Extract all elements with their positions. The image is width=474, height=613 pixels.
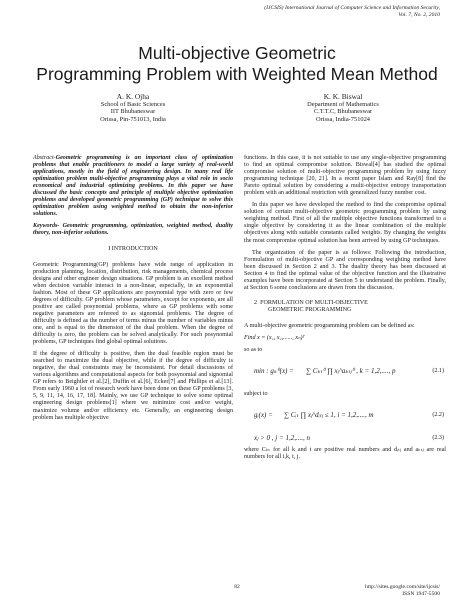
section-1-heading: I INTRODUCTION: [108, 245, 158, 252]
journal-line-1: (IJCSIS) International Journal of Computer Science and Information Security,: [264, 5, 440, 11]
journal-header: [264, 5, 440, 19]
abstract: [33, 155, 233, 218]
intro-paragraph-1: Geometric Programming(GP) problems have wide range of application in production planning, location, distribution, risk managements, chemical process designs and other engineer design situations. GP problem is an excellent method when decision variable interact in a non-linear, especially, in an exponential fashion. Most of these GP applications are posynomial type with zero or few degrees of difficulty. GP problem whose parameters, except for exponents, are all positive are called posynomial problems, where as GP problems with some negative parameters are refereed to as signomial problems. The degree of difficulty is defined as the number of terms minus the number of variables minus one, and is equal to the dimension of the dual problem. When the degree of difficulty is zero, the problem can be solved analytically. For such posynomial problems, GP techniques find global optimal solutions.: [33, 261, 233, 346]
abstract-label: Abstract-: [33, 155, 56, 161]
eq-2-2-number: (2.2): [432, 412, 444, 419]
eq-2-1-lhs: min : gₖ⁰(x) =: [254, 367, 294, 376]
eq-2-3-text: xⱼ > 0 , j = 1,2,...., n: [254, 434, 310, 443]
so-as-to: so as to: [244, 347, 263, 354]
intro-paragraph-2: If the degree of difficulty is positive, then the dual feasible region must be searched to maximize the dual objective, while if the degree of difficulty is negative, the dual constraints may be inconsistent. For detail discussions of various algorithms and computational aspects for both posynomial and signomial GP refers to Beightler et al.[2], Duffin et al.[6], Ecker[7] and Phillips et al.[13]. From early 1960 a lot of research work have been done on these GP problems [3, 5, 9, 11, 14, 16, 17, 18]. Mainly, we use GP technique to solve some optimal engineering design problems[1] where we minimize cost and/or weight, maximize volume and/or efficiency etc. Generally, an engineering design problem has multiple objective: [33, 351, 233, 421]
intro-paragraph-4: In this paper we have developed the method to find the compromise optimal solution of certain multi-objective geometric programming problem by using weighting method. First of all the multiple objective functions transformed to a single objective by considering it as the linear combination of the multiple objectives along with suitable constants called weights. By changing the weights the most compromise optimal solution has been arrived by using GP techniques.: [244, 202, 446, 244]
section-2-intro: A multi-objective geometric programming problem can be defined as:: [244, 322, 415, 329]
eq-2-2-rhs: ∑ Cᵢₜ ∏ xⱼ^dᵢₜⱼ ≤ 1, i = 1,2,...., m: [284, 411, 374, 420]
author-inst: IIT Bhubaneswar: [110, 108, 156, 116]
author-name: K. K. Biswal: [323, 92, 363, 101]
right-column: [244, 155, 446, 466]
title-line-2: Programming Problem with Weighted Mean Method: [36, 64, 438, 84]
find-line: Find x = (x₁, x₂,......, xₙ)ᵀ: [244, 334, 305, 341]
author-city: Orissa, India-751024: [316, 115, 370, 123]
where-text: where Cₖₜ for all k and t are positive real numbers and dᵢₜⱼ and aₖₜⱼ are real numbers for all i,k, t, j.: [244, 447, 446, 461]
paper-title: [0, 43, 474, 85]
section-2-title-2: GEOMETRIC PROGRAMMING: [268, 306, 352, 313]
subject-to: subject to: [244, 391, 268, 398]
left-column: [33, 155, 233, 427]
intro-paragraph-3: functions. In this case, it is not suitable to use any single-objective programming to find an optimal compromise solution. Biswal[4] has studied the optimal compromise solution of multi-objective programming problem by using fuzzy programming technique [20, 21]. In a recent paper Islam and Ray[8] find the Pareto optimal solution by considering a multi-objective entropy transportation problem with an additional restriction with generalized fuzzy number cost.: [244, 155, 446, 197]
footer-issn: ISSN 1947-5500: [402, 591, 440, 597]
eq-2-2-lhs: gᵢ(x) =: [254, 411, 273, 420]
author-dept: Department of Mathematics: [307, 100, 379, 108]
eq-2-1-number: (2.1): [432, 368, 444, 375]
section-2-number: 2: [254, 299, 258, 306]
author-block-2: [258, 93, 428, 123]
author-inst: C.T.T.C, Bhubaneswar: [313, 108, 373, 116]
author-city: Orissa, Pin-751013, India: [100, 115, 166, 123]
intro-paragraph-5: The organization of the paper is as follows: Following the introduction, Formulation of multi-objective GP and corresponding weighting method have been discussed in Section 2 and 3. The duality theory has been discussed at Section 4 to find the optimal value of the objective function and the illustrative examples have been incorporated at Section 5 to understand the problem. Finally, at Section 6 some conclusions are drawn from the discussion.: [244, 249, 446, 291]
journal-line-2: Vol. 7, No. 2, 2010: [398, 12, 440, 18]
page-number: 82: [234, 584, 240, 590]
keywords: Keywords- Geometric programming, optimization, weighted method, duality theory, non-inferior solutions.: [33, 223, 233, 237]
author-dept: School of Basic Sciences: [100, 100, 166, 108]
author-name: A. K. Ojha: [116, 92, 150, 101]
eq-2-3-number: (2.3): [432, 435, 444, 442]
footer-url: http://sites.google.com/site/ijcsis/: [365, 584, 440, 590]
section-2-title-1: FORMULATION OF MULTI-OBJECTIVE: [260, 299, 368, 306]
abstract-text: Geometric programming is an important class of optimization problems that enable practitioners to model a large variety of real-world applications, mostly in the field of engineering design. In many real life optimization problem multi-objective programming plays a vital role in socio economical and industrial optimizing problems. In this paper we have discussed the basic concepts and principle of multiple objective optimization problems and developed geometric programming (GP) technique to solve this optimization problem using weighted method to obtain the non-inferior solutions.: [33, 155, 233, 218]
eq-2-1-rhs: ∑ Cₖₜ⁰ ∏ xⱼ^aₖₜⱼ⁰ , k = 1,2,...., p: [306, 367, 396, 376]
title-line-1: Multi-objective Geometric: [138, 43, 336, 63]
section-2-heading: [244, 300, 446, 314]
equation-2-2: [244, 403, 446, 433]
footer-right: [365, 584, 440, 598]
author-block-1: [48, 93, 218, 123]
equation-2-3: [244, 435, 446, 447]
equation-2-1: [244, 359, 446, 389]
